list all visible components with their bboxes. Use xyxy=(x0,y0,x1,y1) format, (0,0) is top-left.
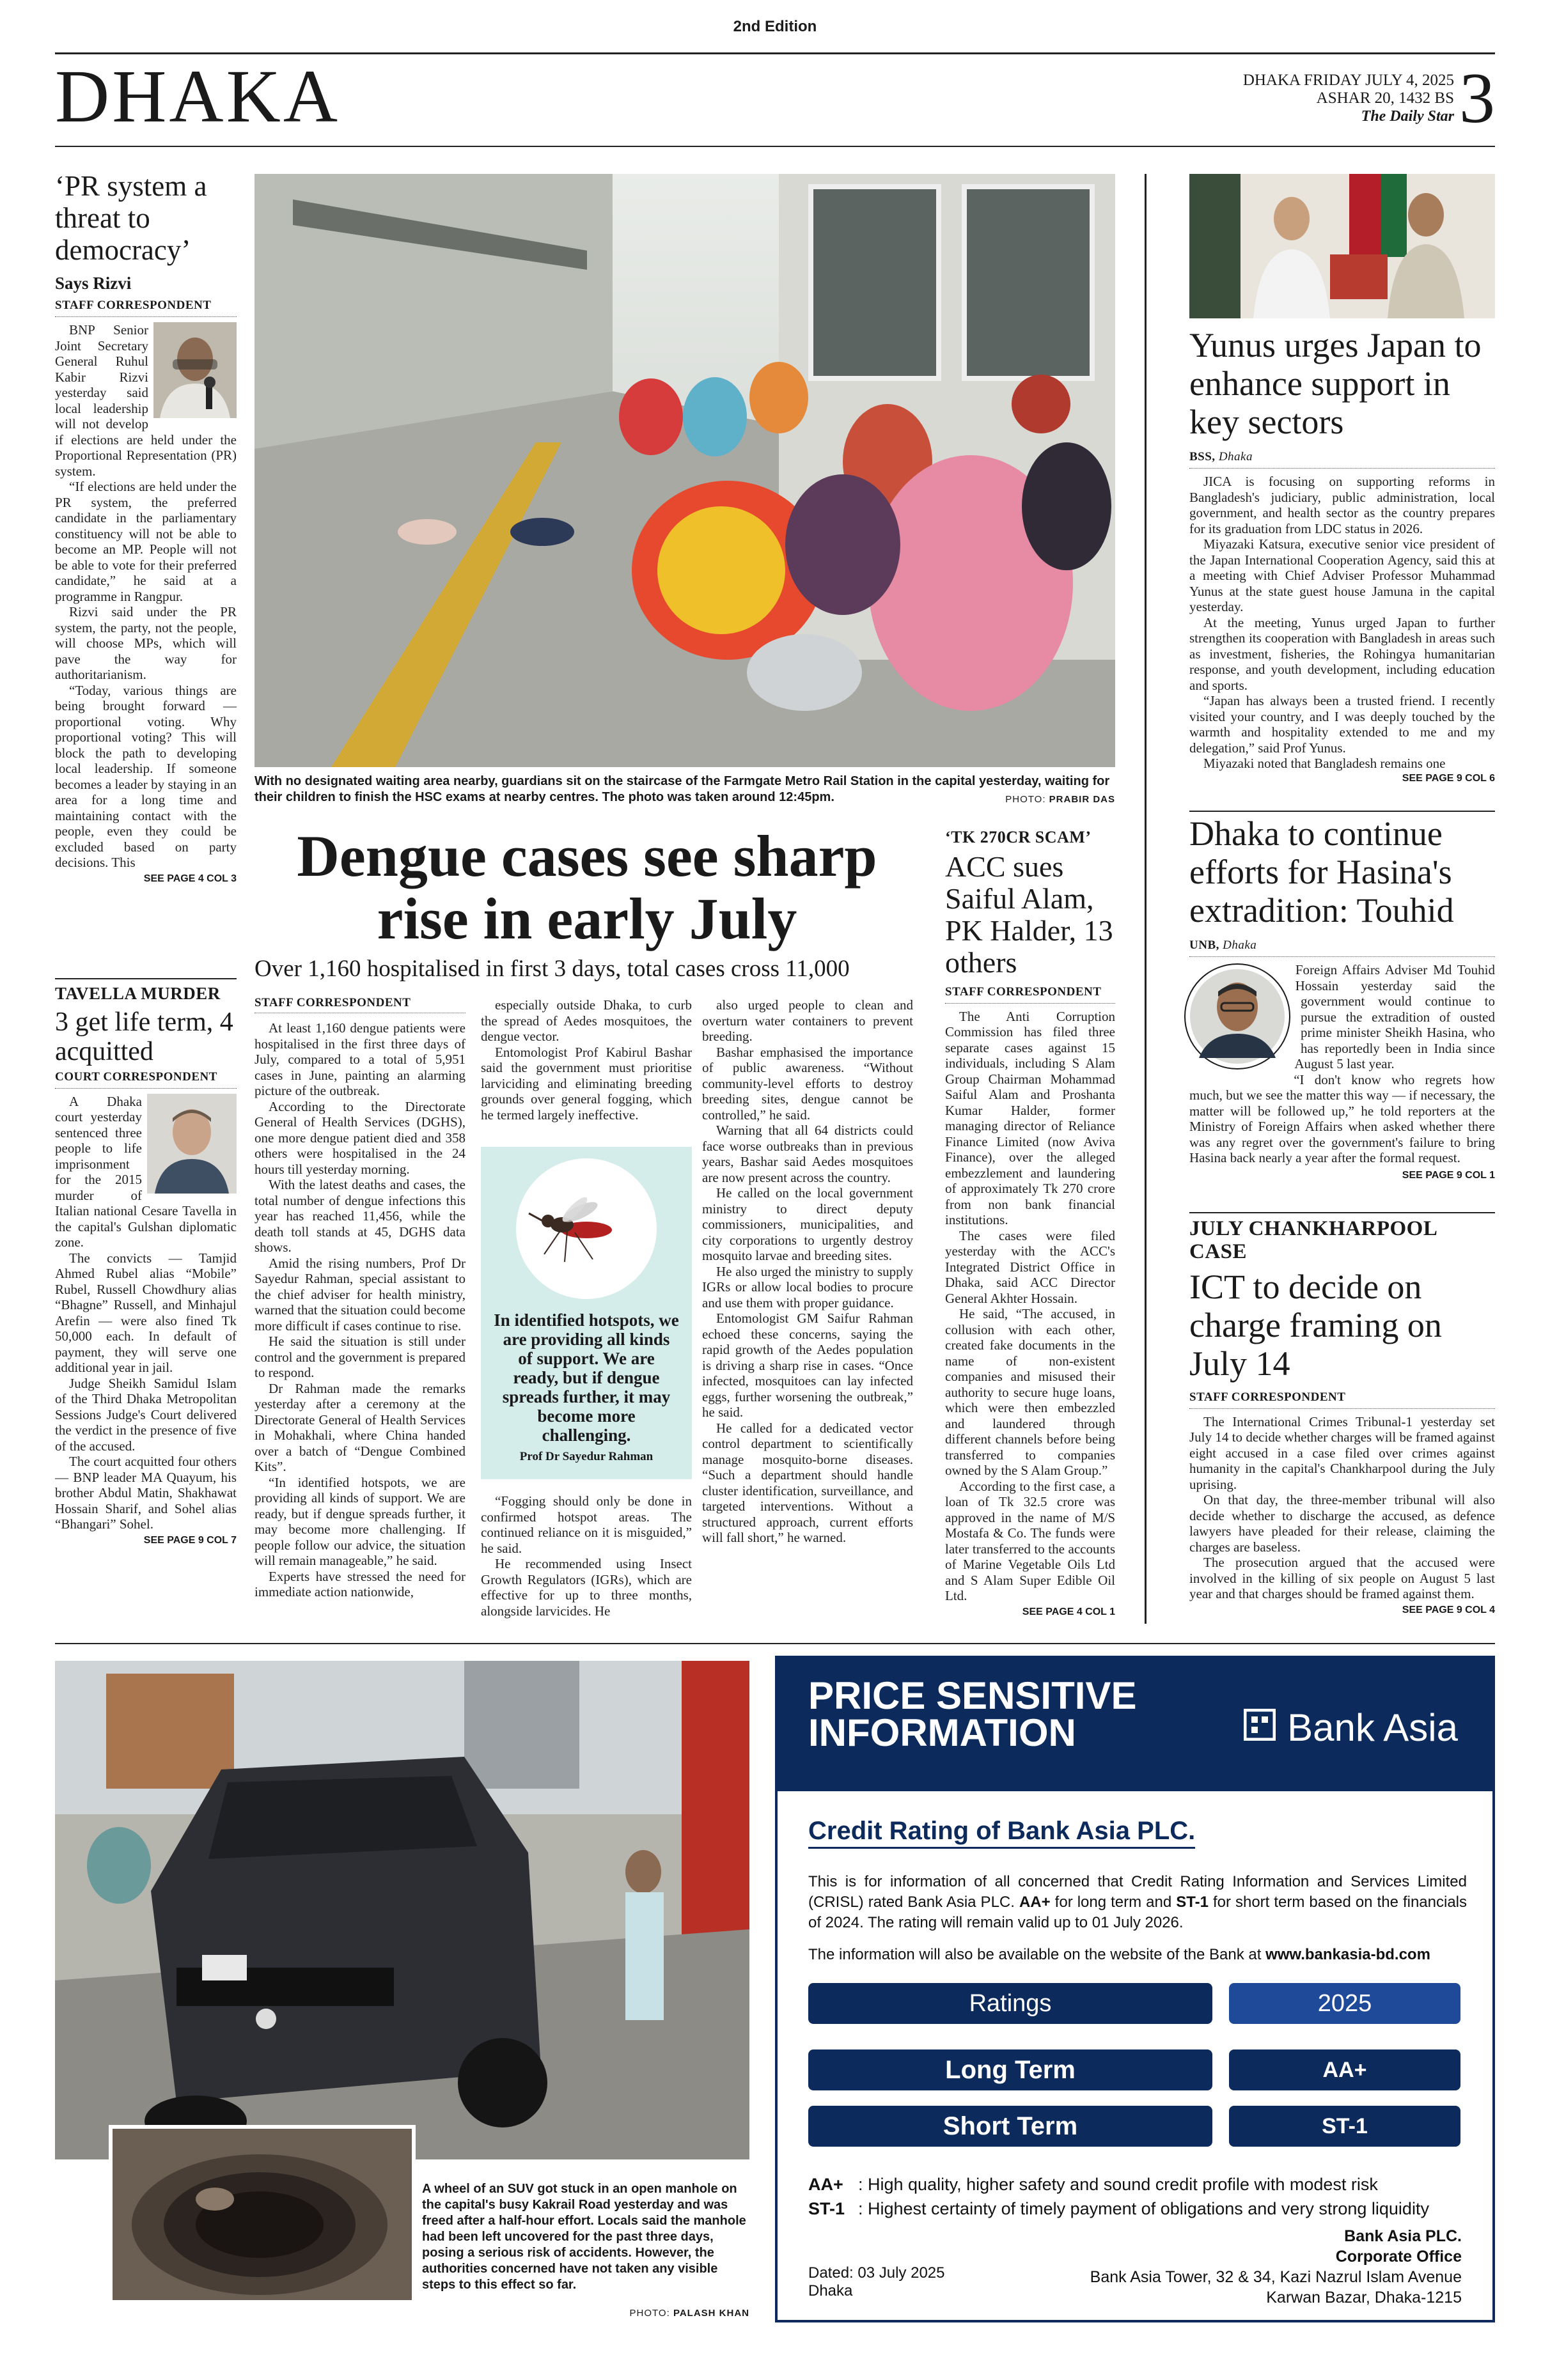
tavella-byline: COURT CORRESPONDENT xyxy=(55,1069,217,1084)
yunus-story xyxy=(1189,326,1495,784)
tavella-headline: 3 get life term, 4 acquitted xyxy=(55,1007,233,1066)
yunus-photo xyxy=(1189,174,1495,318)
rizvi-rule xyxy=(55,316,237,317)
yunus-byline: BSS, Dhaka xyxy=(1189,450,1253,463)
tavella-rule xyxy=(55,1088,237,1089)
long-term-label: Long Term xyxy=(808,2049,1212,2090)
dengue-headline: Dengue cases see sharp rise in early July xyxy=(297,823,877,951)
dengue-quote-attribution: Prof Dr Sayedur Rahman xyxy=(519,1450,654,1463)
yunus-rule xyxy=(1189,468,1495,469)
suv-photo-caption: A wheel of an SUV got stuck in an open manhole on the capital's busy Kakrail Road yesterday and was freed after a half-hour effort. Locals said the manhole had been left uncovered for the past three days, posing a serious risk of accidents. However, the authorities concerned have not taken any visible steps to this effect so far. xyxy=(422,2182,746,2292)
yunus-headline: Yunus urges Japan to enhance support in key sectors xyxy=(1189,326,1482,441)
masthead-bottom-rule xyxy=(55,146,1495,147)
ict-byline: STAFF CORRESPONDENT xyxy=(1189,1390,1346,1404)
ict-kicker: JULY CHANKHARPOOL CASE xyxy=(1189,1217,1437,1264)
page-number: 3 xyxy=(1459,59,1495,138)
bank-asia-ad xyxy=(775,1656,1495,2322)
acc-rule xyxy=(945,1003,1115,1004)
ad-title: PRICE SENSITIVE INFORMATION xyxy=(808,1674,1137,1754)
ict-rule xyxy=(1189,1408,1495,1409)
rizvi-see-page[interactable]: SEE PAGE 4 COL 3 xyxy=(143,873,237,884)
dengue-quote-text: In identified hotspots, we are providing all kinds of support. We are ready, but if dengue spreads further, it may become more challenging. xyxy=(494,1311,679,1445)
hasina-top-rule xyxy=(1189,811,1495,812)
lower-section-rule xyxy=(55,1643,1495,1644)
rizvi-photo xyxy=(153,322,237,418)
suv-manhole-photo xyxy=(55,1661,749,2159)
dengue-byline: STAFF CORRESPONDENT xyxy=(254,996,411,1009)
dateline xyxy=(1243,72,1454,125)
hasina-story xyxy=(1189,814,1495,1181)
suv-photo-credit: PHOTO: PALASH KHAN xyxy=(629,2308,749,2319)
rizvi-body: BNP Senior Joint Secretary General Ruhul Kabir Rizvi yesterday said local leadership will not develop if elections are held under the Proportional Representation (PR) system. “If elections are held under the PR system, the preferred candidate in the parliamentary constituency will not be able to become an MP. People will not be able to vote for their preferred candidate,” he said at a programme in Rangpur. Rizvi said under the PR system, the party, not the people, will choose MPs, which will pave the way for authoritarianism. “Today, various things are being brought forward — proportional voting. Why proportional voting? This will block the path to developing local leadership. If someone becomes a leader by staying in an area for a long time and maintaining contact with the people, even they could be excluded based on party decisions. This xyxy=(55,322,237,870)
acc-story xyxy=(945,828,1115,1618)
tavella-photo xyxy=(147,1094,237,1194)
bangla-date: ASHAR 20, 1432 BS xyxy=(1316,89,1454,107)
ad-dated: Dated: 03 July 2025 Dhaka xyxy=(808,2264,945,2299)
paper-name: The Daily Star xyxy=(1361,108,1454,125)
ratings-header-label: Ratings xyxy=(808,1983,1212,2024)
rizvi-story xyxy=(55,170,237,885)
tavella-story xyxy=(55,984,237,1546)
metro-photo-caption: With no designated waiting area nearby, guardians sit on the staircase of the Farmgate Metro Rail Station in the capital yesterday, waiting for their children to finish the HSC exams at nearby centres. The photo was taken around 12:45pm. xyxy=(254,774,1110,804)
yunus-see-page[interactable]: SEE PAGE 9 COL 6 xyxy=(1402,772,1495,784)
ad-signature: Bank Asia PLC. Corporate Office Bank Asia Tower, 32 & 34, Kazi Nazrul Islam Avenue Karwan Bazar, Dhaka-1215 xyxy=(1090,2227,1462,2306)
ict-story xyxy=(1189,1217,1495,1616)
dengue-subhead: Over 1,160 hospitalised in first 3 days, total cases cross 11,000 xyxy=(254,956,850,982)
short-term-label: Short Term xyxy=(808,2106,1212,2147)
ad-body-text: This is for information of all concerned that Credit Rating Information and Services Limited (CRISL) rated Bank Asia PLC. AA+ for long term and ST-1 for short term based on the financials of 2024. The rating will remain valid up to 01 July 2026. xyxy=(808,1873,1468,1931)
hasina-byline: UNB, Dhaka xyxy=(1189,938,1257,952)
acc-byline: STAFF CORRESPONDENT xyxy=(945,984,1102,999)
hasina-rule xyxy=(1189,956,1495,957)
metro-station-photo xyxy=(254,174,1115,767)
mosquito-icon xyxy=(516,1158,657,1299)
acc-kicker: ‘TK 270CR SCAM’ xyxy=(945,828,1092,846)
ad-header-band xyxy=(778,1658,1492,1791)
bank-asia-logo-icon xyxy=(1244,1706,1276,1750)
manhole-inset-photo xyxy=(109,2125,416,2304)
tavella-body: A Dhaka court yesterday sentenced three people to life imprisonment for the 2015 murder of Italian national Cesare Tavella in the capital's Gulshan diplomatic zone. The convicts — Tamjid Ahmed Rubel alias “Mobile” Rubel, Russell Chowdhury alias “Bhagne” Russell, and Minhajul Arefin — were also fined Tk 50,000 each. In default of payment, they will serve one additional year in jail. Judge Sheikh Samidul Islam of the Third Dhaka Metropolitan Sessions Judge's Court delivered the verdict in the presence of five of the accused. The court acquitted four others — BNP leader MA Quayum, his brother Abdul Matin, Shakhawat Hossain Sharif, and Sohel alias “Bhangari” Sohel. xyxy=(55,1093,237,1532)
left-col-divider xyxy=(55,978,237,979)
short-term-value: ST-1 xyxy=(1229,2106,1460,2147)
dengue-col-3: also urged people to clean and overturn water containers to prevent breeding. Bashar emphasised the importance of public awareness. “Without community-level efforts to destroy breeding sites, dengue cannot be controlled,” he said. Warning that all 64 districts could face worse outbreaks than in previous years, Bashar said Aedes mosquitoes are now present across the country. He called on the local government ministry to direct deputy commissioners, municipalities, and city corporations to urgently destroy mosquito larvae and breeding sites. He also urged the ministry to supply IGRs or allow local bodies to procure and use them with proper guidance. Entomologist GM Saifur Rahman echoed these concerns, saying the rapid growth of the Aedes population is driving a sharp rise in cases. “Once infected, mosquitoes can lay infected eggs, further worsening the outbreak,” he said. He called for a dedicated vector control department to scientifically manage mosquito-borne diseases. “Such a department should handle cluster identification, surveillance, and targeted interventions. Without a structured approach, current efforts will fall short,” he warned. xyxy=(702,997,913,1545)
ict-top-rule xyxy=(1189,1212,1495,1213)
touhid-photo xyxy=(1183,962,1292,1084)
dengue-col-1: At least 1,160 dengue patients were hospitalised in the first three days of July, compared to a total of 5,951 cases in June, painting an alarming picture of the outbreak. According to the Directorate General of Health Services (DGHS), one more dengue patient died and 358 others were hospitalised in the 24 hours till yesterday morning. With the latest deaths and cases, the total number of dengue infections this year has reached 11,456, while the death toll stands at 45, DGHS data shows. Amid the rising numbers, Prof Dr Sayedur Rahman, special assistant to the chief adviser for health ministry, warned that the situation could become more difficult if cases continue to rise. He said the situation is still under control and the government is prepared to respond. Dr Rahman made the remarks yesterday after a ceremony at the Directorate General of Health Services in Mohakhali, where China handed over a batch of “Dengue Combined Kits”. “In identified hotspots, we are providing all kinds of support. We are ready, but if dengue spreads further, it may become more challenging. If people follow our advice, the situation will remain manageable,” he said. Experts have stressed the need for immediate action nationwide, xyxy=(254,1020,466,1599)
ad-website-text: The information will also be available on the website of the Bank at www.bankasia-bd.com xyxy=(808,1946,1430,1963)
section-title: DHAKA xyxy=(55,54,341,138)
acc-see-page[interactable]: SEE PAGE 4 COL 1 xyxy=(1022,1606,1115,1617)
rizvi-subhead: Says Rizvi xyxy=(55,274,132,293)
tavella-kicker: TAVELLA MURDER xyxy=(55,984,221,1003)
ad-definition-aa: AA+ : High quality, higher safety and sound credit profile with modest risk xyxy=(808,2175,1378,2194)
right-column-divider xyxy=(1145,174,1147,1624)
rizvi-headline: ‘PR system a threat to democracy’ xyxy=(55,170,207,266)
hasina-see-page[interactable]: SEE PAGE 9 COL 1 xyxy=(1402,1169,1495,1181)
long-term-value: AA+ xyxy=(1229,2049,1460,2090)
ratings-header-year: 2025 xyxy=(1229,1983,1460,2024)
ict-headline: ICT to decide on charge framing on July 14 xyxy=(1189,1267,1442,1383)
ad-brand: Bank Asia xyxy=(1244,1706,1458,1750)
dengue-quote-box xyxy=(481,1147,692,1479)
hasina-headline: Dhaka to continue efforts for Hasina's extradition: Touhid xyxy=(1189,814,1454,929)
dengue-col-2b: “Fogging should only be done in confirmed hotspot areas. The continued reliance on it is misguided,” he said. He recommended using Insect Growth Regulators (IGRs), which are effective for up to three months, alongside larvicides. He xyxy=(481,1493,692,1619)
ad-definition-st: ST-1 : Highest certainty of timely payment of obligations and very strong liquidity xyxy=(808,2199,1429,2218)
acc-headline: ACC sues Saiful Alam, PK Halder, 13 others xyxy=(945,850,1113,979)
ad-subtitle: Credit Rating of Bank Asia PLC. xyxy=(808,1817,1195,1849)
ict-see-page[interactable]: SEE PAGE 9 COL 4 xyxy=(1402,1604,1495,1615)
hasina-body: Foreign Affairs Adviser Md Touhid Hossain yesterday said the government would continue to pursue the extradition of ousted prime minister Sheikh Hasina, who has reportedly been in India since August 5 last year. “I don't know who regrets how much, but we see the matter this way — if necessary, the matter will be followed up,” he told reporters at the Ministry of Foreign Affairs when asked whether there was any regret over the government's failure to bring Hasina back nearly a year after the formal request. xyxy=(1189,962,1495,1166)
acc-body: The Anti Corruption Commission has filed three separate cases against 15 individuals, including S Alam Group Chairman Mohammad Saiful Alam and Proshanta Kumar Halder, former managing director of Reliance Finance Limited (now Aviva Finance), over the alleged embezzlement and laundering of approximately Tk 270 crore from non bank financial institutions. The cases were filed yesterday with the ACC's Integrated District Office in Dhaka, said ACC Director General Akhter Hossain. He said, “The accused, in collusion with each other, created fake documents in the name of non-existent companies and misused their authority to secure huge loans, which were then embezzled and laundered through different channels before being transferred to companies owned by the S Alam Group.” According to the first case, a loan of Tk 32.5 crore was approved in the name of M/S Mostafa & Co. The funds were later transferred to the accounts of Marine Vegetable Oils Ltd and S Alam Super Edible Oil Ltd. xyxy=(945,1008,1115,1604)
yunus-body: JICA is focusing on supporting reforms in Bangladesh's judiciary, public administration, local government, and health sector as the country prepares for its graduation from LDC status in 2026. Miyazaki Katsura, executive senior vice president of the Japan International Cooperation Agency, said this at a meeting with Chief Adviser Professor Muhammad Yunus at the state guest house Jamuna in the capital yesterday. At the meeting, Yunus urged Japan to further strengthen its cooperation with Bangladesh in areas such as investment, fisheries, the Rohingya humanitarian response, and youth development, including education and sports. “Japan has always been a trusted friend. I recently visited your country, and I was deeply touched by the warmth and hospitality extended to me and my delegation,” said Prof Yunus. Miyazaki noted that Bangladesh remains one xyxy=(1189,474,1495,771)
dengue-col-2: especially outside Dhaka, to curb the spread of Aedes mosquitoes, the dengue vector. Entomologist Prof Kabirul Bashar said the government must prioritise larviciding and eliminating breeding grounds over general fogging, which he termed largely ineffective. xyxy=(481,997,692,1123)
metro-photo-credit: PHOTO: PRABIR DAS xyxy=(1005,794,1115,805)
edition-label: 2nd Edition xyxy=(733,18,817,35)
tavella-see-page[interactable]: SEE PAGE 9 COL 7 xyxy=(143,1534,237,1546)
rizvi-byline: STAFF CORRESPONDENT xyxy=(55,299,212,312)
ict-body: The International Crimes Tribunal-1 yesterday set July 14 to decide whether charges will be framed against eight accused in a case filed over crimes against humanity in the capital's Chankharpool during the July uprising. On that day, the three-member tribunal will also decide whether to discharge the accused, as defence lawyers have pleaded for their release, claiming the charges are baseless. The prosecution argued that the accused were involved in the killing of six people on August 5 last year and that charges should be framed against them. xyxy=(1189,1413,1495,1602)
date-text: DHAKA FRIDAY JULY 4, 2025 xyxy=(1242,72,1454,89)
